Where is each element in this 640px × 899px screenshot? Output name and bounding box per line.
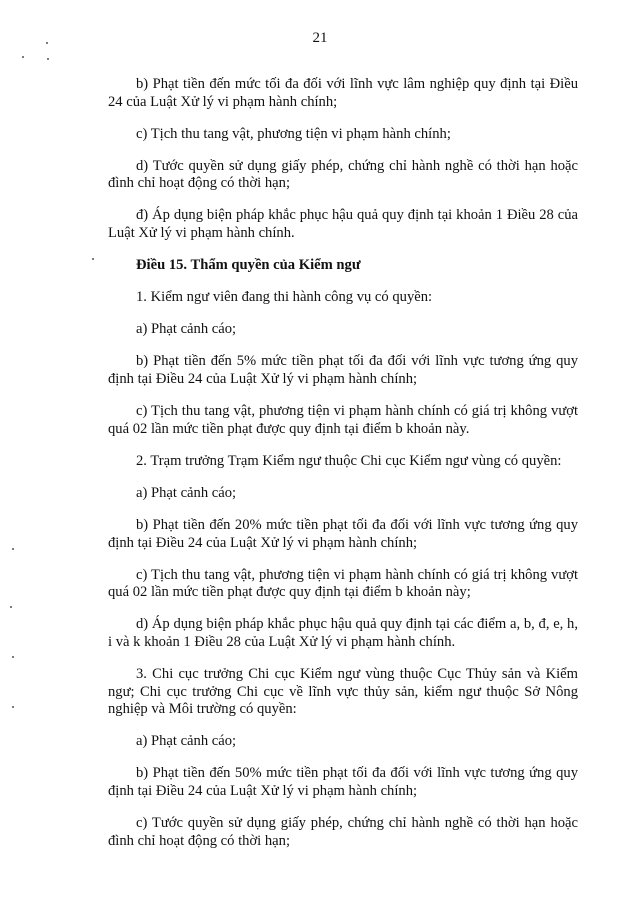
- document-body: [108, 76, 578, 865]
- paragraph-14-c: c) Tịch thu tang vật, phương tiện vi phạm hành chính;: [136, 125, 451, 142]
- clause-15-3-b: b) Phạt tiền đến 50% mức tiền phạt tối đa đối với lĩnh vực tương ứng quy định tại Điều 24 của Luật Xử lý vi phạm hành chính;: [108, 765, 578, 800]
- page-number: 21: [312, 30, 328, 46]
- clause-15-1-c: c) Tịch thu tang vật, phương tiện vi phạm hành chính có giá trị không vượt quá 02 lần mức tiền phạt được quy định tại điểm b khoản này.: [108, 403, 578, 437]
- paragraph-14-d: d) Tước quyền sử dụng giấy phép, chứng chỉ hành nghề có thời hạn hoặc đình chỉ hoạt động có thời hạn;: [108, 157, 578, 192]
- clause-15-2-d: d) Áp dụng biện pháp khắc phục hậu quả quy định tại các điểm a, b, đ, e, h, i và k khoản 1 Điều 28 của Luật Xử lý vi phạm hành chính.: [108, 616, 578, 650]
- clause-15-2-c: c) Tịch thu tang vật, phương tiện vi phạm hành chính có giá trị không vượt quá 02 lần mức tiền phạt được quy định tại điểm b khoản này;: [108, 566, 578, 601]
- clause-15-2-b: b) Phạt tiền đến 20% mức tiền phạt tối đa đối với lĩnh vực tương ứng quy định tại Điều 24 của Luật Xử lý vi phạm hành chính;: [108, 517, 578, 551]
- scan-speck: [12, 706, 14, 708]
- scan-speck: [92, 258, 94, 260]
- clause-15-1-a: a) Phạt cảnh cáo;: [136, 321, 237, 338]
- clause-15-1-b: b) Phạt tiền đến 5% mức tiền phạt tối đa đối với lĩnh vực tương ứng quy định tại Điều 24 của Luật Xử lý vi phạm hành chính;: [108, 353, 578, 388]
- clause-15-2-a: a) Phạt cảnh cáo;: [136, 484, 237, 501]
- scan-speck: [47, 58, 49, 60]
- clause-15-3-a: a) Phạt cảnh cáo;: [136, 733, 237, 750]
- paragraph-14-dd: đ) Áp dụng biện pháp khắc phục hậu quả quy định tại khoản 1 Điều 28 của Luật Xử lý vi phạm hành chính.: [108, 207, 578, 242]
- paragraph-14-b: b) Phạt tiền đến mức tối đa đối với lĩnh vực lâm nghiệp quy định tại Điều 24 của Luật Xử lý vi phạm hành chính;: [108, 76, 578, 110]
- clause-15-2: 2. Trạm trưởng Trạm Kiểm ngư thuộc Chi cục Kiểm ngư vùng có quyền:: [136, 452, 562, 469]
- scan-speck: [10, 606, 12, 608]
- clause-15-3-c: c) Tước quyền sử dụng giấy phép, chứng chỉ hành nghề có thời hạn hoặc đình chỉ hoạt động có thời hạn;: [108, 815, 578, 849]
- scan-speck: [12, 548, 14, 550]
- scan-speck: [46, 42, 48, 44]
- clause-15-3: 3. Chi cục trưởng Chi cục Kiểm ngư vùng thuộc Cục Thủy sản và Kiểm ngư; Chi cục trưởng Chi cục về lĩnh vực thủy sản, kiểm ngư thuộc Sở Nông nghiệp và Môi trường có quyền:: [108, 666, 578, 718]
- scan-speck: [12, 656, 14, 658]
- scan-speck: [22, 56, 24, 58]
- article-15-heading: Điều 15. Thẩm quyền của Kiểm ngư: [136, 257, 361, 274]
- clause-15-1: 1. Kiểm ngư viên đang thi hành công vụ có quyền:: [136, 289, 433, 306]
